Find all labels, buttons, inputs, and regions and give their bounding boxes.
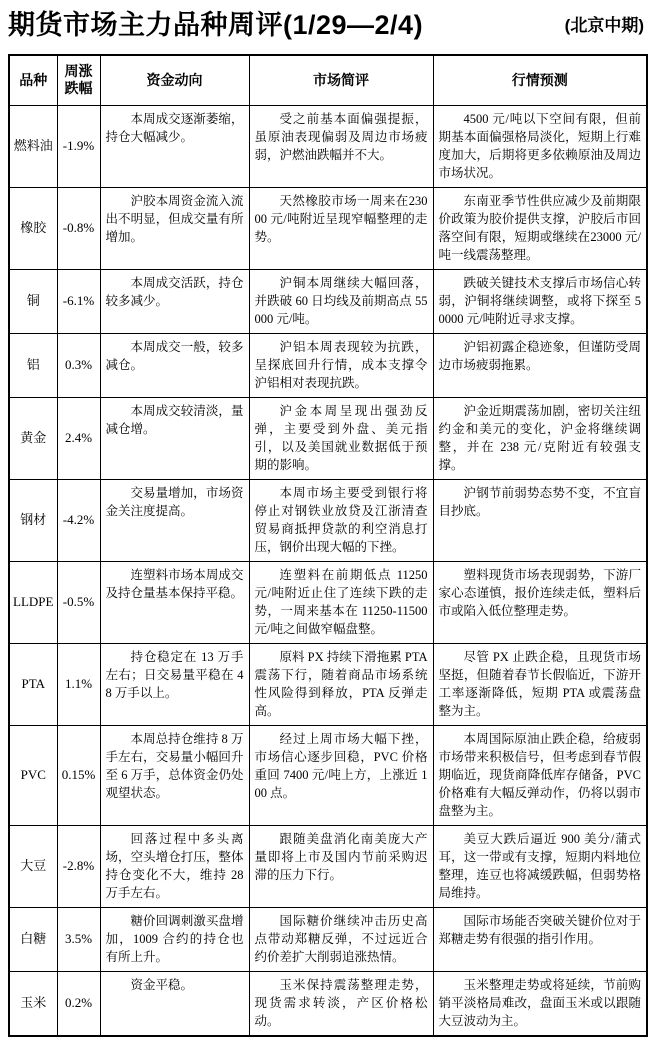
table-row [9, 397, 647, 479]
weekly-change-cell: 1.1% [57, 643, 100, 725]
variety-cell: 橡胶 [9, 187, 57, 269]
market-review-cell [249, 725, 433, 825]
forecast-text: 本周国际原油止跌企稳，给疲弱市场带来积极信号，但考虑到春节假期临近，现货商降低库存储备，PVC 价格难有大幅反弹动作，仍将以弱市盘整为主。 [438, 731, 641, 818]
variety-cell: 黄金 [9, 397, 57, 479]
capital-flow-text: 糖价回调刺激买盘增加，1009 合约的持仓也有所上升。 [105, 913, 244, 964]
market-review-text: 原料 PX 持续下滑拖累 PTA 震荡下行，随着商品市场系统性风险得到释放，PTA 反弹走高。 [254, 649, 428, 718]
col-header-capital-flow: 资金动向 [100, 55, 249, 105]
table-row [9, 725, 647, 825]
capital-flow-text: 连塑料市场本周成交及持仓量基本保持平稳。 [105, 567, 244, 600]
capital-flow-cell [100, 825, 249, 907]
forecast-text: 跌破关键技术支撑后市场信心转弱，沪铜将继续调整，或将下探至 50000 元/吨附近寻求支撑。 [438, 275, 641, 326]
table-row [9, 971, 647, 1036]
forecast-text: 玉米整理走势或将延续，节前购销平淡格局难改，盘面玉米或以跟随大豆波动为主。 [438, 977, 641, 1028]
capital-flow-text: 交易量增加，市场资金关注度提高。 [105, 485, 244, 518]
publisher-label: (北京中期) [564, 16, 644, 35]
weekly-change-cell: 0.2% [57, 971, 100, 1036]
forecast-cell [433, 105, 647, 187]
capital-flow-cell [100, 187, 249, 269]
variety-cell: 燃料油 [9, 105, 57, 187]
market-review-cell [249, 971, 433, 1036]
header-row [9, 55, 647, 105]
col-header-market-review: 市场简评 [249, 55, 433, 105]
table-row [9, 105, 647, 187]
col-header-variety: 品种 [9, 55, 57, 105]
forecast-text: 沪金近期震荡加剧，密切关注纽约金和美元的变化，沪金将继续调整，并在 238 元/克附近有较强支撑。 [438, 403, 641, 472]
table-row [9, 907, 647, 971]
capital-flow-text: 沪胶本周资金流入流出不明显，但成交量有所增加。 [105, 193, 244, 244]
capital-flow-cell [100, 397, 249, 479]
variety-cell: 白糖 [9, 907, 57, 971]
forecast-cell [433, 269, 647, 333]
capital-flow-text: 资金平稳。 [130, 977, 194, 992]
weekly-change-cell: -0.8% [57, 187, 100, 269]
table-row [9, 561, 647, 643]
market-review-text: 沪铝本周表现较为抗跌，呈探底回升行情，成本支撑令沪铝相对表现抗跌。 [254, 339, 428, 390]
forecast-text: 美豆大跌后逼近 900 美分/蒲式耳，这一带或有支撑，短期内料地位整理，连豆也将减缓跌幅，但弱势格局维持。 [438, 831, 641, 900]
forecast-cell [433, 561, 647, 643]
col-header-forecast: 行情预测 [433, 55, 647, 105]
table-body [9, 105, 647, 1036]
market-review-cell [249, 105, 433, 187]
variety-cell: 铜 [9, 269, 57, 333]
forecast-cell [433, 333, 647, 397]
market-review-text: 沪金本周呈现出强劲反弹，主要受到外盘、美元指引，以及美国就业数据低于预期的影响。 [254, 403, 428, 472]
page-title: 期货市场主力品种周评(1/29—2/4) [8, 10, 424, 40]
capital-flow-text: 回落过程中多头离场，空头增仓打压，整体持仓变化不大，维持 28 万手左右。 [105, 831, 244, 900]
table-header [9, 55, 647, 105]
weekly-change-cell: -1.9% [57, 105, 100, 187]
capital-flow-text: 本周成交逐渐萎缩，持仓大幅减少。 [105, 111, 244, 144]
market-review-cell [249, 269, 433, 333]
capital-flow-text: 本周总持仓维持 8 万手左右，交易量小幅回升至 6 万手，总体资金仍处观望状态。 [105, 731, 244, 800]
forecast-text: 东南亚季节性供应减少及前期限价政策为胶价提供支撑，沪胶后市回落空间有限，短期或继续在23000 元/吨一线震荡整理。 [438, 193, 641, 262]
weekly-change-cell: -2.8% [57, 825, 100, 907]
capital-flow-cell [100, 105, 249, 187]
market-review-text: 本周市场主要受到银行将停止对钢铁业放贷及江浙清查贸易商抵押贷款的利空消息打压，钢价出现大幅的下挫。 [254, 485, 428, 554]
table-row [9, 479, 647, 561]
variety-cell: LLDPE [9, 561, 57, 643]
market-review-cell [249, 643, 433, 725]
variety-cell: 铝 [9, 333, 57, 397]
market-review-text: 国际糖价继续冲击历史高点带动郑糖反弹，不过远近合约价差扩大削弱追涨热情。 [254, 913, 428, 964]
forecast-cell [433, 643, 647, 725]
market-review-text: 玉米保持震荡整理走势，现货需求转淡，产区价格松动。 [254, 977, 428, 1028]
weekly-change-cell: -4.2% [57, 479, 100, 561]
weekly-change-cell: -0.5% [57, 561, 100, 643]
capital-flow-cell [100, 479, 249, 561]
col-header-weekly-change: 周涨跌幅 [57, 55, 100, 105]
variety-cell: 玉米 [9, 971, 57, 1036]
futures-review-table [8, 54, 648, 1037]
capital-flow-cell [100, 725, 249, 825]
capital-flow-text: 本周成交一般，较多减仓。 [105, 339, 244, 372]
capital-flow-cell [100, 333, 249, 397]
capital-flow-cell [100, 269, 249, 333]
report-header [8, 8, 646, 54]
table-row [9, 825, 647, 907]
variety-cell: PTA [9, 643, 57, 725]
market-review-cell [249, 187, 433, 269]
market-review-text: 沪铜本周继续大幅回落，并跌破 60 日均线及前期高点 55000 元/吨。 [254, 275, 428, 326]
variety-cell: 钢材 [9, 479, 57, 561]
forecast-cell [433, 825, 647, 907]
forecast-text: 国际市场能否突破关键价位对于郑糖走势有很强的指引作用。 [438, 913, 641, 946]
weekly-change-cell: 0.3% [57, 333, 100, 397]
forecast-text: 塑料现货市场表现弱势，下游厂家心态谨慎，报价连续走低，塑料后市或陷入低位整理走势。 [438, 567, 641, 618]
forecast-text: 沪钢节前弱势态势不变，不宜盲目抄底。 [438, 485, 641, 518]
variety-cell: 大豆 [9, 825, 57, 907]
forecast-cell [433, 479, 647, 561]
weekly-change-cell: -6.1% [57, 269, 100, 333]
table-row [9, 333, 647, 397]
market-review-text: 经过上周市场大幅下挫，市场信心逐步回稳，PVC 价格重回 7400 元/吨上方，上涨近 100 点。 [254, 731, 428, 800]
capital-flow-text: 持仓稳定在 13 万手左右；日交易量平稳在 48 万手以上。 [105, 649, 244, 700]
capital-flow-text: 本周成交活跃，持仓较多减少。 [105, 275, 244, 308]
capital-flow-cell [100, 907, 249, 971]
market-review-cell [249, 907, 433, 971]
variety-cell: PVC [9, 725, 57, 825]
market-review-text: 受之前基本面偏强提振，虽原油表现偏弱及周边市场疲弱，沪燃油跌幅并不大。 [254, 111, 428, 162]
market-review-text: 天然橡胶市场一周来在23000 元/吨附近呈现窄幅整理的走势。 [254, 193, 428, 244]
capital-flow-cell [100, 561, 249, 643]
market-review-cell [249, 333, 433, 397]
weekly-change-cell: 0.15% [57, 725, 100, 825]
weekly-change-cell: 2.4% [57, 397, 100, 479]
weekly-change-cell: 3.5% [57, 907, 100, 971]
market-review-cell [249, 479, 433, 561]
market-review-cell [249, 561, 433, 643]
forecast-cell [433, 187, 647, 269]
forecast-text: 4500 元/吨以下空间有限，但前期基本面偏强格局淡化，短期上行难度加大，后期将更多依赖原油及周边市场状况。 [438, 111, 641, 180]
capital-flow-cell [100, 643, 249, 725]
forecast-cell [433, 397, 647, 479]
forecast-cell [433, 907, 647, 971]
forecast-text: 尽管 PX 止跌企稳，且现货市场坚挺，但随着春节长假临近，下游开工率逐渐降低，短期 PTA 或震荡盘整为主。 [438, 649, 641, 718]
forecast-cell [433, 971, 647, 1036]
table-row [9, 187, 647, 269]
forecast-text: 沪铝初露企稳迹象，但谨防受周边市场疲弱拖累。 [438, 339, 641, 372]
forecast-cell [433, 725, 647, 825]
market-review-text: 连塑料在前期低点 11250 元/吨附近止住了连续下跌的走势，一周来基本在 11250-11500 元/吨之间做窄幅盘整。 [254, 567, 428, 636]
market-review-cell [249, 397, 433, 479]
market-review-text: 跟随美盘消化南美庞大产量即将上市及国内节前采购迟滞的压力下行。 [254, 831, 428, 882]
capital-flow-text: 本周成交较清淡，量减仓增。 [105, 403, 244, 436]
table-row [9, 643, 647, 725]
table-row [9, 269, 647, 333]
market-review-cell [249, 825, 433, 907]
capital-flow-cell [100, 971, 249, 1036]
